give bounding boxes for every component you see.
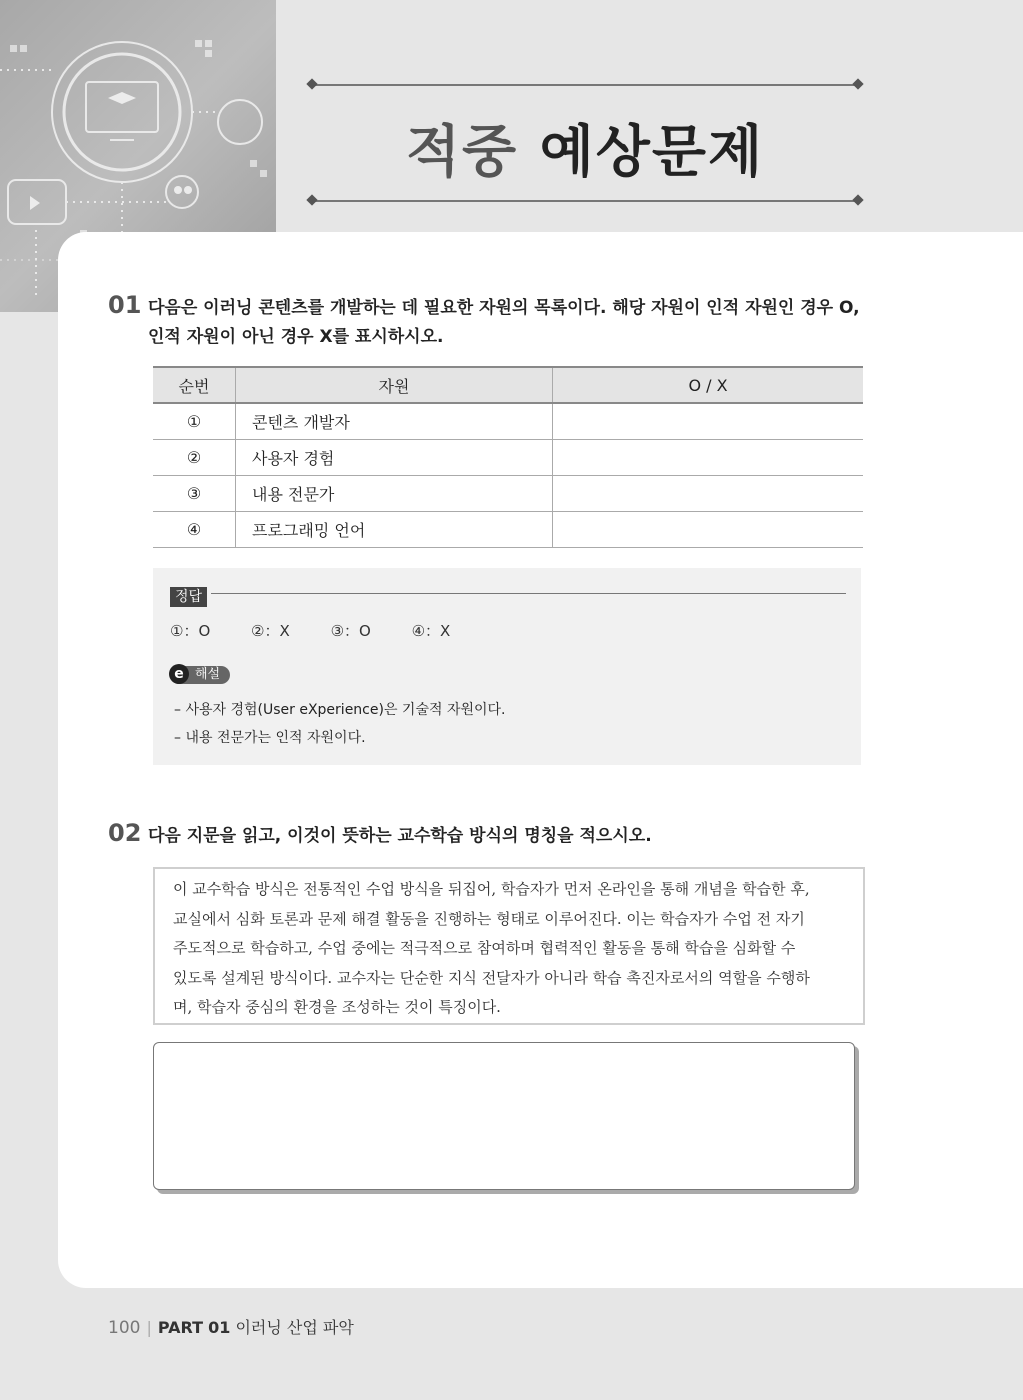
answer-item: ③：O bbox=[330, 622, 371, 640]
explanation-line: – 내용 전문가는 인적 자원이다. bbox=[174, 730, 366, 746]
answer-item: ①：O bbox=[170, 622, 211, 640]
question-text: 다음 지문을 읽고, 이것이 뜻하는 교수학습 방식의 명칭을 적으시오. bbox=[148, 826, 652, 846]
question-text-line2: 인적 자원이 아닌 경우 X를 표시하시오. bbox=[148, 327, 444, 347]
row-resource: 사용자 경험 bbox=[236, 440, 553, 476]
row-resource: 프로그래밍 언어 bbox=[236, 512, 553, 548]
answer-box bbox=[153, 568, 861, 765]
column-header-number: 순번 bbox=[153, 367, 236, 403]
table-row bbox=[153, 476, 863, 512]
passage-line: 있도록 설계된 방식이다. 교수자는 단순한 지식 전달자가 아니라 학습 촉진자로서의 역할을 수행하 bbox=[173, 968, 810, 987]
page-footer: 100 | PART 01 이러닝 산업 파악 bbox=[108, 1318, 354, 1338]
passage-line: 교실에서 심화 토론과 문제 해결 활동을 진행하는 형태로 이루어진다. 이는 학습자가 수업 전 자기 bbox=[173, 909, 805, 928]
page-number: 100 bbox=[108, 1318, 141, 1338]
row-ox-cell[interactable] bbox=[553, 403, 864, 440]
row-resource: 내용 전문가 bbox=[236, 476, 553, 512]
answer-item: ②：X bbox=[251, 622, 290, 640]
row-ox-cell[interactable] bbox=[553, 476, 864, 512]
question-text-line1: 다음은 이러닝 콘텐츠를 개발하는 데 필요한 자원의 목록이다. 해당 자원이 인적 자원인 경우 O, bbox=[148, 298, 860, 318]
column-header-resource: 자원 bbox=[236, 367, 553, 403]
page-title-part1: 적중 bbox=[405, 120, 519, 185]
question-2 bbox=[108, 819, 868, 851]
explanation-line: – 사용자 경험(User eXperience)은 기술적 자원이다. bbox=[174, 702, 506, 718]
row-number: ② bbox=[153, 440, 236, 476]
answer-writing-box[interactable] bbox=[153, 1042, 855, 1190]
table-row bbox=[153, 403, 863, 440]
column-header-ox: O / X bbox=[553, 367, 864, 403]
row-number: ③ bbox=[153, 476, 236, 512]
row-number: ① bbox=[153, 403, 236, 440]
answer-divider bbox=[211, 593, 846, 594]
table-row bbox=[153, 440, 863, 476]
passage-line: 며, 학습자 중심의 환경을 조성하는 것이 특징이다. bbox=[173, 998, 501, 1016]
answer-label: 정답 bbox=[170, 587, 207, 607]
question-number: 02 bbox=[108, 819, 142, 847]
passage-line: 주도적으로 학습하고, 수업 중에는 적극적으로 참여하며 협력적인 활동을 통해 학습을 심화할 수 bbox=[173, 939, 796, 957]
explanation-badge bbox=[170, 666, 230, 684]
passage-line: 이 교수학습 방식은 전통적인 수업 방식을 뒤집어, 학습자가 먼저 온라인을 통해 개념을 학습한 후, bbox=[173, 880, 810, 898]
part-label: PART bbox=[157, 1318, 203, 1337]
resource-table bbox=[153, 366, 863, 548]
row-number: ④ bbox=[153, 512, 236, 548]
answer-list bbox=[170, 620, 486, 641]
row-ox-cell[interactable] bbox=[553, 440, 864, 476]
row-ox-cell[interactable] bbox=[553, 512, 864, 548]
table-header-row bbox=[153, 367, 863, 403]
title-top-rule bbox=[312, 84, 858, 86]
reading-passage bbox=[153, 867, 865, 1025]
table-row bbox=[153, 512, 863, 548]
question-1 bbox=[108, 291, 868, 352]
explanation-e-icon: e bbox=[169, 664, 189, 684]
question-number: 01 bbox=[108, 291, 142, 319]
page-title bbox=[312, 108, 858, 188]
page-title-part2: 예상문제 bbox=[539, 120, 765, 185]
row-resource: 콘텐츠 개발자 bbox=[236, 403, 553, 440]
title-bottom-rule bbox=[312, 200, 858, 202]
explanation-label: 해설 bbox=[195, 667, 221, 682]
answer-item: ④：X bbox=[411, 622, 451, 640]
part-number: 01 bbox=[208, 1318, 231, 1337]
section-title: 이러닝 산업 파악 bbox=[235, 1318, 354, 1337]
